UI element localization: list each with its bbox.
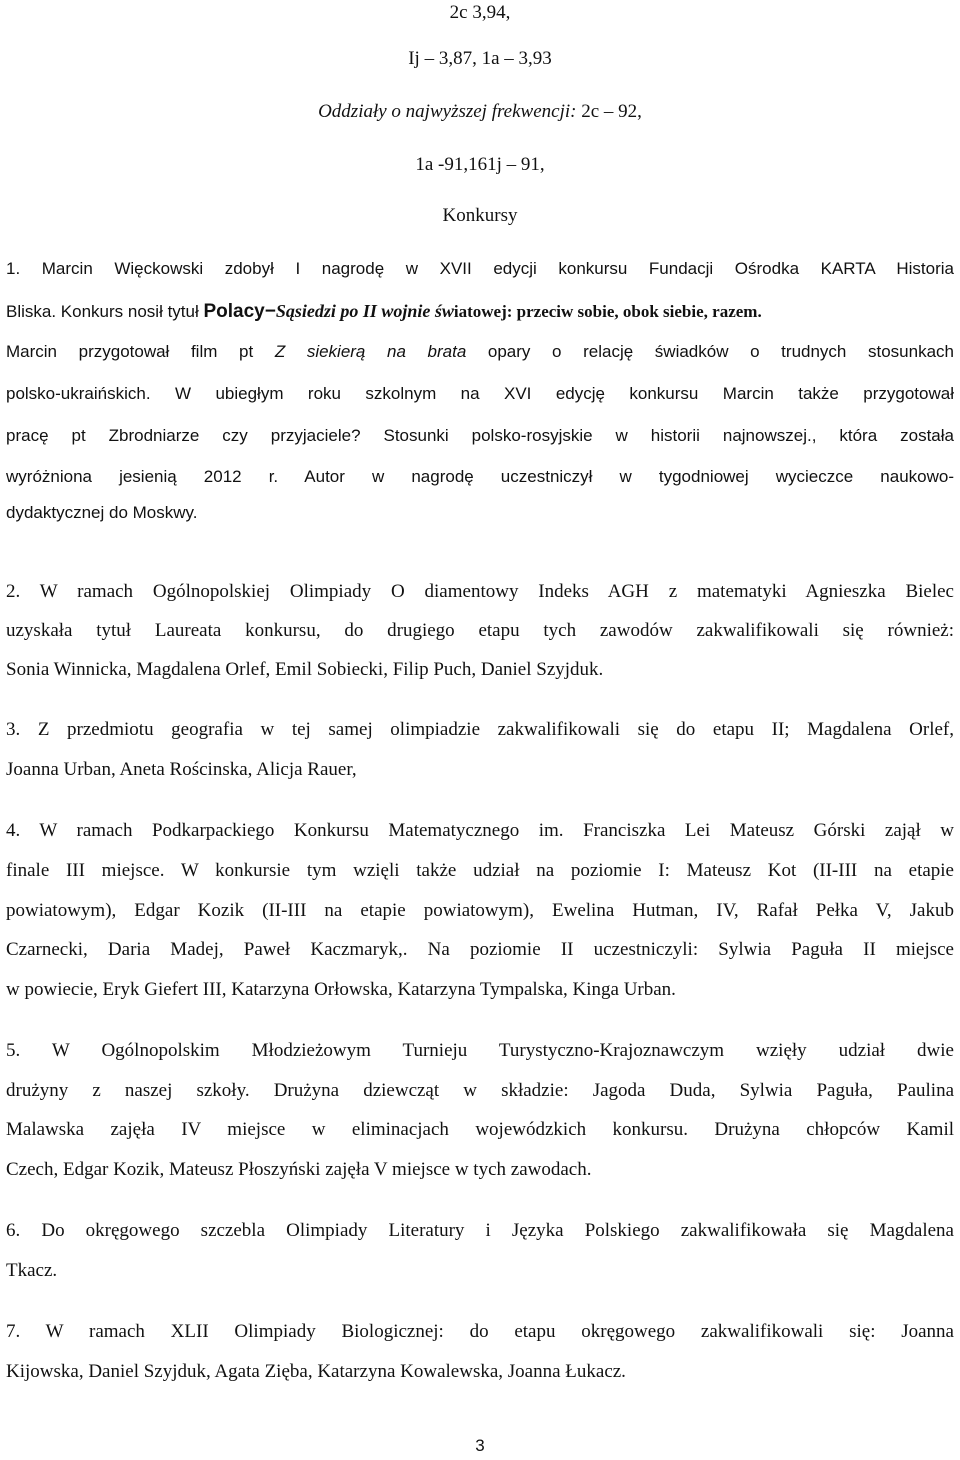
p5-line-2: drużyny z naszej szkoły. Drużyna dziewcząt w składzie: Jagoda Duda, Sylwia Paguła, Paulina <box>6 1080 954 1101</box>
p1-text: Marcin przygotował film pt <box>6 342 275 361</box>
p1-text: opary o relację świadków o trudnych stosunkach <box>466 342 954 361</box>
p1-title-italic: Sąsiedzi po II wojnie św <box>275 301 454 321</box>
attendance-line-2: 1a -91,161j – 91, <box>415 154 545 175</box>
p1-line-1: 1. Marcin Więckowski zdobył I nagrodę w XVII edycji konkursu Fundacji Ośrodka KARTA Historia <box>6 259 954 278</box>
p5-line-4: Czech, Edgar Kozik, Mateusz Płoszyński zajęła V miejsce w tych zawodach. <box>6 1159 592 1180</box>
attendance-value: 2c – 92, <box>576 101 642 122</box>
p5-line-1: 5. W Ogólnopolskim Młodzieżowym Turnieju Turystyczno-Krajoznawczym wzięły udział dwie <box>6 1040 954 1061</box>
p6-line-1: 6. Do okręgowego szczebla Olimpiady Literatury i Języka Polskiego zakwalifikowała się Magdalena <box>6 1220 954 1241</box>
section-title: Konkursy <box>442 205 518 226</box>
p4-line-1: 4. W ramach Podkarpackiego Konkursu Matematycznego im. Franciszka Lei Mateusz Górski zajął w <box>6 820 954 841</box>
p2-line-1: 2. W ramach Ogólnopolskiej Olimpiady O diamentowy Indeks AGH z matematyki Agnieszka Bielec <box>6 581 954 602</box>
p1-text: Bliska. Konkurs nosił tytuł <box>6 302 204 321</box>
p4-line-3: powiatowym), Edgar Kozik (II-III na etapie powiatowym), Ewelina Hutman, IV, Rafał Pełka V, Jakub <box>6 900 954 921</box>
p5-line-3: Malawska zajęła IV miejsce w eliminacjach wojewódzkich konkursu. Drużyna chłopców Kamil <box>6 1119 954 1140</box>
attendance-label: Oddziały o najwyższej frekwencji: <box>318 101 577 122</box>
p1-line-6: wyróżniona jesienią 2012 r. Autor w nagrodę uczestniczył w tygodniowej wycieczce naukowo- <box>6 467 954 486</box>
p1-title-rest: iatowej: przeciw sobie, obok siebie, razem. <box>453 302 762 321</box>
grade-line-2c: 2c 3,94, <box>449 2 511 23</box>
p2-line-2: uzyskała tytuł Laureata konkursu, do drugiego etapu tych zawodów zakwalifikowali się również: <box>6 620 954 641</box>
p4-line-2: finale III miejsce. W konkursie tym wzięli także udział na poziomie I: Mateusz Kot (II-III na etapie <box>6 860 954 881</box>
p1-line-7: dydaktycznej do Moskwy. <box>6 503 198 522</box>
p6-line-2: Tkacz. <box>6 1260 58 1281</box>
p1-title-bold: Polacy− <box>203 301 276 322</box>
p7-line-2: Kijowska, Daniel Szyjduk, Agata Zięba, Katarzyna Kowalewska, Joanna Łukacz. <box>6 1361 626 1382</box>
page-number: 3 <box>475 1436 485 1455</box>
p4-line-5: w powiecie, Eryk Giefert III, Katarzyna Orłowska, Katarzyna Tympalska, Kinga Urban. <box>6 979 676 1000</box>
p7-line-1: 7. W ramach XLII Olimpiady Biologicznej: do etapu okręgowego zakwalifikowali się: Joanna <box>6 1321 954 1342</box>
p1-line-5: pracę pt Zbrodniarze czy przyjaciele? Stosunki polsko-rosyjskie w historii najnowszej., która została <box>6 426 954 445</box>
p3-line-1: 3. Z przedmiotu geografia w tej samej olimpiadzie zakwalifikowali się do etapu II; Magdalena Orlef, <box>6 719 954 740</box>
p2-line-3: Sonia Winnicka, Magdalena Orlef, Emil Sobiecki, Filip Puch, Daniel Szyjduk. <box>6 659 604 680</box>
p3-line-2: Joanna Urban, Aneta Rościnska, Alicja Rauer, <box>6 759 357 780</box>
p4-line-4: Czarnecki, Daria Madej, Paweł Kaczmaryk,. Na poziomie II uczestniczyli: Sylwia Paguła II miejsce <box>6 939 954 960</box>
grade-line-ij: Ij – 3,87, 1a – 3,93 <box>408 48 552 69</box>
p1-line-3 <box>6 339 954 365</box>
p1-line-2 <box>6 298 762 325</box>
p1-film-title: Z siekierą na brata <box>274 342 467 361</box>
p1-line-4: polsko-ukraińskich. W ubiegłym roku szkolnym na XVI edycję konkursu Marcin także przygotował <box>6 384 954 403</box>
attendance-line <box>0 99 960 125</box>
